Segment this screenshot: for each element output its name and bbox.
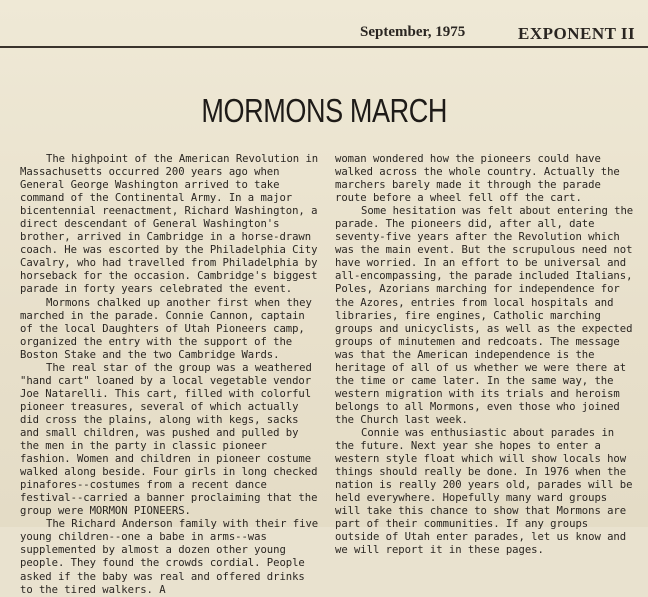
- paragraph: The real star of the group was a weathered "hand cart" loaned by a local vegetable vendor Joe Natarelli. This cart, filled with colorful pioneer treasures, several of which actually did cross the plains, along with kegs, sacks and small children, was pushed and pulled by the men in the party in classic pioneer fashion. Women and children in pioneer costume walked along beside. Four girls in long checked pinafores--costumes from a recent dance festival--carried a banner proclaiming that the group were MORMON PIONEERS.: [20, 361, 318, 518]
- paragraph: Some hesitation was felt about entering the parade. The pioneers did, after all, date seventy-five years after the Revolution which was the main event. But the scrupulous need not have worried. In an effort to be universal and all-encompassing, the parade included Italians, Poles, Azorians marching for independence for the Azores, entries from local hospitals and libraries, fire engines, Catholic marching groups and unicyclists, as well as the expected groups of minutemen and redcoats. The message was that the American independence is the heritage of all of us whether we were there at the time or came later. In the same way, the western migration with its trials and heroism belongs to all Mormons, even those who joined the Church last week.: [335, 205, 634, 426]
- page-header: [360, 24, 648, 46]
- paragraph: The highpoint of the American Revolution in Massachusetts occurred 200 years ago when General George Washington arrived to take command of the Continental Army. In a major bicentennial reenactment, Richard Washington, a direct descendant of General Washington's brother, arrived in Cambridge in a horse-drawn coach. He was escorted by the Philadelphia City Cavalry, who had travelled from Philadelphia by horseback for the occasion. Cambridge's biggest parade in forty years celebrated the event.: [20, 153, 319, 296]
- article-column-right: [335, 153, 635, 557]
- paragraph: Connie was enthusiastic about parades in the future. Next year she hopes to enter a western style float which will show locals how things should really be done. In 1976 when the nation is really 200 years old, parades will be held everywhere. Hopefully many ward groups will take this chance to show that Mormons are part of their communities. If any groups outside of Utah enter parades, let us know and we will report it in these pages.: [335, 426, 633, 557]
- paragraph: woman wondered how the pioneers could have walked across the whole country. Actually the marchers barely made it through the parade route before a wheel fell off the cart.: [335, 153, 620, 205]
- paragraph: The Richard Anderson family with their five young children--one a babe in arms--was supplemented by almost a dozen other young people. They found the crowds cordial. People asked if the baby was real and offered drinks to the tired walkers. A: [20, 518, 319, 596]
- publication-name: EXPONENT II: [518, 24, 636, 43]
- paragraph: Mormons chalked up another first when they marched in the parade. Connie Cannon, captain of the local Daughters of Utah Pioneers camp, organized the entry with the support of the Boston Stake and the two Cambridge Wards.: [20, 296, 312, 361]
- issue-date: September, 1975: [360, 24, 466, 40]
- header-rule: [0, 46, 648, 48]
- headline: MORMONS MARCH: [201, 92, 448, 129]
- article-column-left: [20, 153, 320, 597]
